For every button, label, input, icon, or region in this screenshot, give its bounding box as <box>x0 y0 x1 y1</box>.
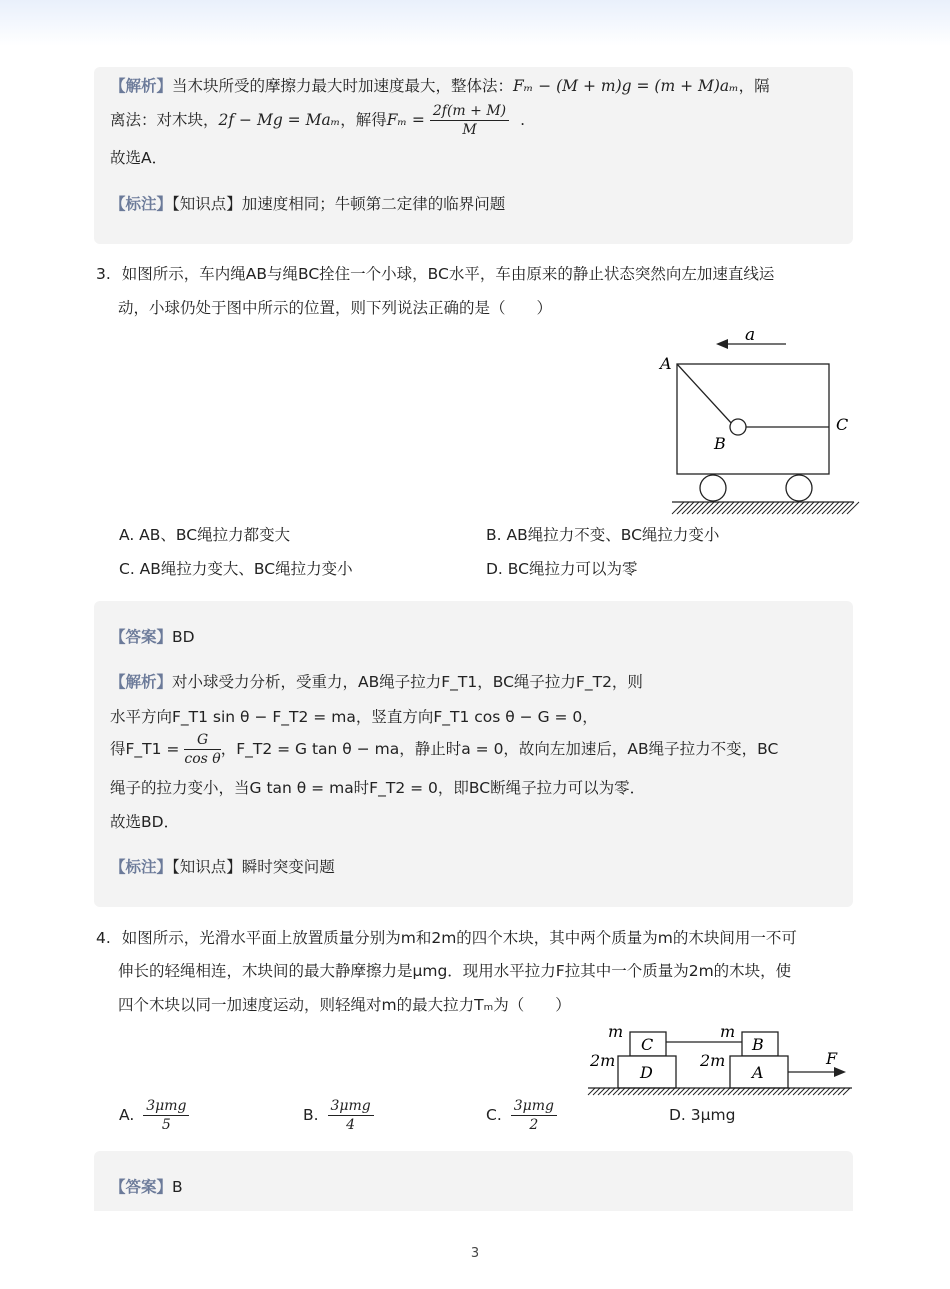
note-tag: 【标注】 <box>110 195 173 213</box>
hatch-mark <box>672 502 684 514</box>
hatch-mark <box>752 502 764 514</box>
analysis-line-5: 故选BD． <box>110 813 180 831</box>
fraction: $\frac{\text{3μmg}}{2}$ <box>511 1097 557 1134</box>
hatch-mark <box>782 502 794 514</box>
label-A: A <box>660 354 672 373</box>
hatch-mark <box>832 502 844 514</box>
hatch-mark <box>787 502 799 514</box>
q3-option-b: B. AB绳拉力不变、BC绳拉力变小 <box>486 526 720 544</box>
label-m-right: m <box>720 1022 736 1041</box>
top-header-band <box>0 0 950 46</box>
q3-option-d: D. BC绳拉力可以为零 <box>486 560 638 578</box>
q3-option-a: A. AB、BC绳拉力都变大 <box>119 526 291 544</box>
hatch-mark <box>762 502 774 514</box>
hatch-mark <box>792 502 804 514</box>
equation: Fₘ − (M + m)g = (m + M)aₘ <box>513 77 739 95</box>
hatch-mark <box>692 502 704 514</box>
q3-option-c: C. AB绳拉力变大、BC绳拉力变小 <box>119 560 353 578</box>
label-C: C <box>836 415 849 434</box>
analysis-line-4: 绳子的拉力变小，当G tan θ = ma时F_T2 = 0，即BC断绳子拉力可以为零． <box>110 779 646 797</box>
hatch-mark <box>797 502 809 514</box>
answer-tag: 【答案】 <box>110 1178 173 1196</box>
fraction: $\frac{\text{3μmg}}{5}$ <box>143 1097 189 1134</box>
hatch-mark <box>717 502 729 514</box>
label-A: A <box>752 1063 764 1082</box>
hatch-mark <box>837 502 849 514</box>
hatch-mark <box>847 502 859 514</box>
hatch-mark <box>757 502 769 514</box>
page-number: 3 <box>470 1246 480 1261</box>
wheel-right <box>786 475 812 501</box>
ball <box>730 419 746 435</box>
analysis-line-2: 离法：对木块，2f − Mg = Maₘ，解得Fₘ = $\frac{2f(m + M)}{M}$ . <box>110 103 525 138</box>
cart-diagram <box>650 322 860 522</box>
label-m-left: m <box>608 1022 624 1041</box>
hatch-mark <box>777 502 789 514</box>
hatch-mark <box>812 502 824 514</box>
q4-option-d: D. 3μmg <box>669 1106 736 1124</box>
hatch-mark <box>802 502 814 514</box>
q4-option-b: B. $\frac{\text{3μmg}}{4}$ <box>303 1093 374 1137</box>
hatch-mark <box>822 502 834 514</box>
note-line: 【标注】【知识点】加速度相同；牛顿第二定律的临界问题 <box>110 195 506 213</box>
solution-block-q4 <box>94 1151 853 1211</box>
label-B: B <box>752 1035 764 1054</box>
hatch-mark <box>772 502 784 514</box>
answer-line <box>110 626 195 648</box>
fraction: $\frac{G}{\text{cos θ}}$ <box>184 732 221 767</box>
hatch-mark <box>737 502 749 514</box>
analysis-tag: 【解析】 <box>110 77 173 95</box>
hatch-mark <box>817 502 829 514</box>
blocks-diagram <box>584 1018 856 1102</box>
answer-text: B <box>172 1178 183 1196</box>
label-2m-left: 2m <box>590 1051 616 1070</box>
q4-option-a: A. $\frac{\text{3μmg}}{5}$ <box>119 1093 189 1137</box>
hatch-mark <box>712 502 724 514</box>
ground-hatch <box>672 502 859 514</box>
note-line: 【标注】【知识点】瞬时突变问题 <box>110 858 335 876</box>
analysis-line-3: 故选A． <box>110 149 168 167</box>
label-a: a <box>745 325 756 345</box>
question-4-line-1: 4. 如图所示，光滑水平面上放置质量分别为m和2m的四个木块，其中两个质量为m的木块间用一不可 <box>96 929 797 947</box>
q4-option-c: C. $\frac{\text{3μmg}}{2}$ <box>486 1093 557 1137</box>
hatch-mark <box>747 502 759 514</box>
hatch-mark <box>677 502 689 514</box>
hatch-mark <box>697 502 709 514</box>
analysis-line-3: 得F_T1 = $\frac{G}{\text{cos θ}}$ ，F_T2 = G tan θ − ma，静止时a = 0，故向左加速后，AB绳子拉力不变，BC <box>110 732 779 767</box>
force-arrow-head <box>834 1067 846 1077</box>
hatch-mark <box>707 502 719 514</box>
hatch-mark <box>742 502 754 514</box>
analysis-tag: 【解析】 <box>110 673 173 691</box>
question-3-line-2: 动，小球仍处于图中所示的位置，则下列说法正确的是（ ） <box>118 299 553 317</box>
hatch-mark <box>722 502 734 514</box>
wheel-left <box>700 475 726 501</box>
hatch-mark <box>682 502 694 514</box>
question-number: 3. <box>96 265 111 283</box>
question-4-line-2: 伸长的轻绳相连，木块间的最大静摩擦力是μmg．现用水平拉力F拉其中一个质量为2m的木块，使 <box>118 962 792 980</box>
label-B: B <box>714 434 726 453</box>
hatch-mark <box>842 502 854 514</box>
answer-text: BD <box>172 628 195 646</box>
analysis-line-2: 水平方向F_T1 sin θ − F_T2 = ma，竖直方向F_T1 cos θ − G = 0， <box>110 708 598 726</box>
ground-hatch <box>588 1088 850 1095</box>
fraction: $\frac{2f(m + M)}{M}$ <box>430 102 509 139</box>
arrow-head <box>716 339 728 349</box>
rope-AB <box>677 364 733 425</box>
question-number: 4. <box>96 929 111 947</box>
label-D: D <box>640 1063 653 1082</box>
hatch-mark <box>827 502 839 514</box>
analysis-line-1: 【解析】当木块所受的摩擦力最大时加速度最大，整体法：Fₘ − (M + m)g = (m + M)aₘ，隔 <box>110 77 770 95</box>
hatch-mark <box>767 502 779 514</box>
fraction: $\frac{\text{3μmg}}{4}$ <box>328 1097 374 1134</box>
label-F: F <box>826 1049 838 1068</box>
note-tag: 【标注】 <box>110 858 173 876</box>
label-2m-right: 2m <box>700 1051 726 1070</box>
equation: 2f − Mg = Maₘ <box>218 111 341 129</box>
answer-tag: 【答案】 <box>110 628 173 646</box>
hatch-mark <box>702 502 714 514</box>
hatch-mark <box>727 502 739 514</box>
analysis-line-1: 【解析】对小球受力分析，受重力，AB绳子拉力F_T1，BC绳子拉力F_T2，则 <box>110 673 643 691</box>
question-3-line-1: 3. 如图所示，车内绳AB与绳BC拴住一个小球，BC水平，车由原来的静止状态突然向左加速直线运 <box>96 265 775 283</box>
hatch-mark <box>687 502 699 514</box>
answer-line <box>110 1176 183 1198</box>
hatch-mark <box>807 502 819 514</box>
label-C: C <box>641 1035 654 1054</box>
cart-body <box>677 364 829 474</box>
question-4-line-3: 四个木块以同一加速度运动，则轻绳对m的最大拉力Tₘ为（ ） <box>118 996 571 1014</box>
hatch-mark <box>732 502 744 514</box>
